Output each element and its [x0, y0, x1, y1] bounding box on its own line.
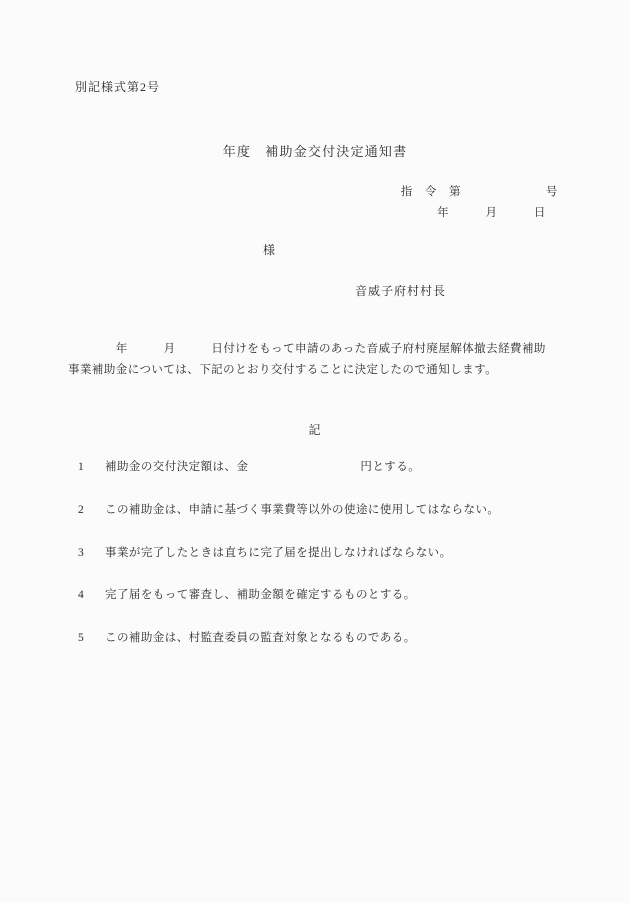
issuer-name: 音威子府村村長 [355, 284, 447, 298]
clause-text-after-blank: 円とする。 [360, 461, 421, 473]
body-paragraph [68, 339, 568, 382]
clause-number: 5 [78, 632, 85, 644]
clause-number: 2 [78, 503, 85, 516]
addressee-honorific: 様 [263, 243, 276, 257]
clause-item [78, 587, 578, 604]
clause-list [78, 459, 578, 673]
clause-text: 完了届をもって審査し、補助金額を確定するものとする。 [105, 589, 416, 602]
ki-marker: 記 [308, 423, 322, 437]
clause-text: この補助金は、村監査委員の監査対象となるものである。 [105, 632, 416, 644]
document-meta-block [0, 182, 558, 225]
clause-text: この補助金は、申請に基づく事業費等以外の使途に使用してはならない。 [105, 503, 500, 516]
body-line-2: 事業補助金については、下記のとおり交付することに決定したので通知します。 [68, 364, 498, 377]
clause-item [78, 459, 578, 476]
document-title: 年度 補助金交付決定通知書 [222, 144, 408, 159]
body-line-1: 年 月 日付けをもって申請のあった音威子府村廃屋解体撤去経費補助 [68, 343, 546, 355]
clause-number: 4 [78, 589, 85, 602]
clause-item [78, 545, 578, 562]
clause-text-before-blank: 補助金の交付決定額は、金 [105, 461, 249, 473]
order-number-line: 指 令 第 号 [400, 186, 558, 198]
clause-number: 1 [78, 461, 85, 473]
clause-item [78, 630, 578, 647]
date-line: 年 月 日 [437, 207, 546, 220]
clause-number: 3 [78, 546, 85, 559]
form-number: 別記様式第2号 [75, 80, 161, 94]
clause-text: 事業が完了したときは直ちに完了届を提出しなければならない。 [105, 546, 452, 559]
clause-text [105, 459, 420, 476]
clause-item [78, 502, 578, 519]
